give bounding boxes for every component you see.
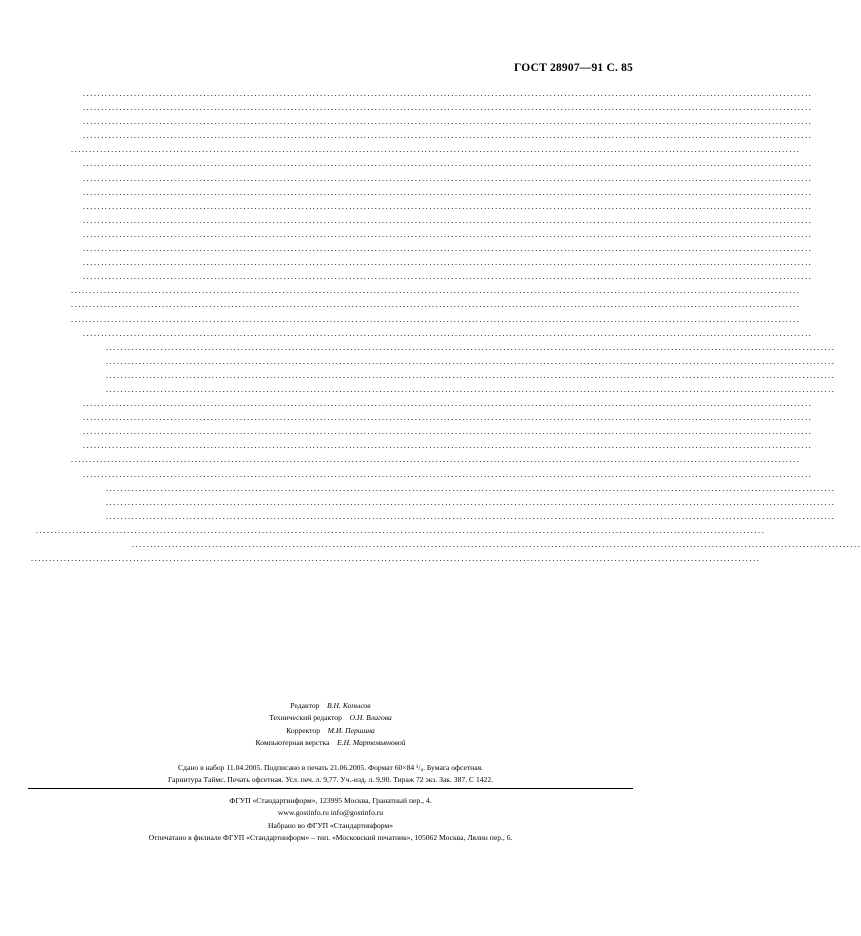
toc-entry[interactable] <box>28 398 813 412</box>
toc-entry[interactable] <box>28 370 836 384</box>
editor-credit-line <box>0 700 661 712</box>
toc-leader-dots: ........................................................................................................................................................................................................ <box>71 314 801 324</box>
toc-entry[interactable] <box>28 243 813 257</box>
toc-entry[interactable] <box>28 187 813 201</box>
appendix-entry-continued[interactable] <box>28 539 861 553</box>
toc-leader-dots: ........................................................................................................................................................................................................ <box>83 427 813 437</box>
editor-credit-line <box>0 737 661 749</box>
horizontal-divider <box>28 788 633 789</box>
editor-role: Корректор <box>286 725 320 735</box>
editor-name: М.И. Першина <box>327 725 375 735</box>
toc-leader-dots: ........................................................................................................................................................................................................ <box>83 469 813 479</box>
toc-leader-dots: ........................................................................................................................................................................................................ <box>31 554 761 564</box>
toc-entry[interactable] <box>28 342 836 356</box>
toc-leader-dots: ........................................................................................................................................................................................................ <box>106 511 836 521</box>
toc-entry[interactable] <box>28 483 836 497</box>
toc-leader-dots: ........................................................................................................................................................................................................ <box>132 540 861 549</box>
publisher-contact-line[interactable]: www.gostinfo.ru info@gostinfo.ru <box>277 808 384 818</box>
toc-leader-dots: ........................................................................................................................................................................................................ <box>83 441 813 451</box>
toc-leader-dots: ........................................................................................................................................................................................................ <box>83 244 813 254</box>
toc-leader-dots: ........................................................................................................................................................................................................ <box>83 201 813 211</box>
toc-entry[interactable] <box>28 201 813 215</box>
toc-leader-dots: ........................................................................................................................................................................................................ <box>83 215 813 225</box>
toc-leader-dots: ........................................................................................................................................................................................................ <box>106 384 836 394</box>
toc-leader-dots: ........................................................................................................................................................................................................ <box>83 131 813 141</box>
toc-entry[interactable] <box>28 130 813 144</box>
toc-leader-dots: ........................................................................................................................................................................................................ <box>83 399 813 409</box>
toc-entry[interactable] <box>28 257 813 271</box>
toc-leader-dots: ........................................................................................................................................................................................................ <box>83 258 813 268</box>
toc-leader-dots: ........................................................................................................................................................................................................ <box>71 455 801 465</box>
toc-leader-dots: ........................................................................................................................................................................................................ <box>106 483 836 493</box>
toc-entry[interactable] <box>28 158 813 172</box>
toc-entry[interactable] <box>28 384 836 398</box>
editor-credit-line <box>0 725 661 737</box>
print-info-line: Сдано в набор 11.04.2005. Подписано в печать 21.06.2005. Формат 60×84 ¹/₈. Бумага офсетная. <box>178 763 483 772</box>
toc-leader-dots: ........................................................................................................................................................................................................ <box>106 370 836 380</box>
editor-name: Е.Н. Мартемьяновой <box>337 738 406 748</box>
toc-entry[interactable] <box>28 285 801 299</box>
editor-credit-line <box>0 712 661 724</box>
toc-leader-dots: ........................................................................................................................................................................................................ <box>106 356 836 366</box>
toc-entry[interactable] <box>28 497 836 511</box>
toc-leader-dots: ........................................................................................................................................................................................................ <box>106 342 836 352</box>
toc-entry[interactable] <box>28 511 836 525</box>
editor-role: Редактор <box>290 701 320 710</box>
toc-leader-dots: ........................................................................................................................................................................................................ <box>83 173 813 183</box>
toc-leader-dots: ........................................................................................................................................................................................................ <box>71 286 801 296</box>
toc-entry[interactable] <box>28 271 813 285</box>
toc-leader-dots: ........................................................................................................................................................................................................ <box>83 187 813 197</box>
appendix-entry[interactable] <box>28 525 766 539</box>
toc-entry[interactable] <box>28 88 813 102</box>
toc-leader-dots: ........................................................................................................................................................................................................ <box>71 145 801 155</box>
toc-entry[interactable] <box>28 314 801 328</box>
page-header: ГОСТ 28907—91 С. 85 <box>514 62 633 74</box>
publisher-info-line: ФГУП «Стандартинформ», 123995 Москва, Гранатный пер., 4. <box>229 796 432 805</box>
toc-leader-dots: ........................................................................................................................................................................................................ <box>71 300 801 310</box>
toc-entry[interactable] <box>28 116 813 130</box>
editor-role: Технический редактор <box>269 713 342 723</box>
publisher-info-line: Отпечатано в филиале ФГУП «Стандартинформ» – тип. «Московский печатник», 105062 Москва, Лялин пер., 6. <box>148 833 513 843</box>
toc-entry[interactable] <box>28 440 813 454</box>
toc-leader-dots: ........................................................................................................................................................................................................ <box>83 103 813 113</box>
toc-leader-dots: ........................................................................................................................................................................................................ <box>83 229 813 239</box>
toc-entry[interactable] <box>28 454 801 468</box>
toc-entry[interactable] <box>28 426 813 440</box>
toc-leader-dots: ........................................................................................................................................................................................................ <box>83 117 813 127</box>
toc-entry[interactable] <box>28 144 801 158</box>
editor-name: О.Н. Влагова <box>349 713 392 723</box>
editorial-credits <box>0 700 661 750</box>
toc-leader-dots: ........................................................................................................................................................................................................ <box>36 525 766 535</box>
toc-entry[interactable] <box>28 356 836 370</box>
toc-leader-dots: ........................................................................................................................................................................................................ <box>83 89 813 98</box>
toc-entry[interactable] <box>28 299 801 313</box>
editor-name: В.Н. Копысов <box>327 701 371 710</box>
toc-leader-dots: ........................................................................................................................................................................................................ <box>83 328 813 338</box>
print-information <box>0 762 661 787</box>
table-of-contents <box>28 88 861 567</box>
toc-leader-dots: ........................................................................................................................................................................................................ <box>83 272 813 282</box>
toc-entry[interactable] <box>28 469 813 483</box>
toc-entry[interactable] <box>28 215 813 229</box>
print-info-line: Гарнитура Таймс. Печать офсетная. Усл. печ. л. 9,77. Уч.-изд. л. 9,90. Тираж 72 экз. Зак. 387. С 1422. <box>167 775 494 785</box>
toc-leader-dots: ........................................................................................................................................................................................................ <box>106 497 836 507</box>
editor-role: Компьютерная верстка <box>255 738 330 748</box>
toc-entry[interactable] <box>28 412 813 426</box>
toc-leader-dots: ........................................................................................................................................................................................................ <box>83 413 813 423</box>
publisher-information <box>0 795 661 845</box>
toc-leader-dots: ........................................................................................................................................................................................................ <box>83 159 813 169</box>
toc-entry[interactable] <box>28 173 813 187</box>
toc-entry[interactable] <box>28 102 813 116</box>
toc-entry[interactable] <box>28 229 813 243</box>
appendix-entry[interactable] <box>28 553 761 567</box>
publisher-info-line: Набрано во ФГУП «Стандартинформ» <box>267 820 393 830</box>
toc-entry[interactable] <box>28 328 813 342</box>
